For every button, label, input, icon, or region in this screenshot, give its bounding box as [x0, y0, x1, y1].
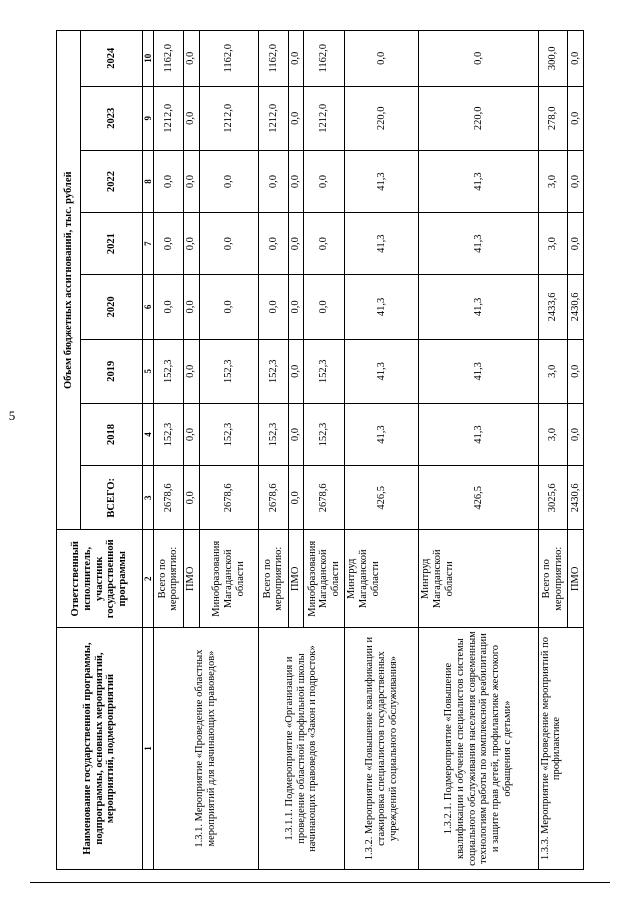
measure-name: 1.3.1.1. Подмероприятие «Организация и проведение областной профильной школы начинающих правоведов «Закон и подросток»	[259, 628, 345, 870]
value-cell: 220,0	[345, 86, 419, 150]
executor-cell: Всего по мероприятию:	[538, 530, 568, 628]
executor-cell: ПМО	[183, 530, 199, 628]
table-row	[259, 31, 289, 870]
page-number: 5	[8, 408, 16, 423]
budget-table	[56, 30, 584, 870]
value-cell: 0,0	[183, 403, 199, 465]
measure-name: 1.3.2. Мероприятие «Повышение квалификации и стажировка специалистов государственных учреждений социального обслуживания»	[345, 628, 419, 870]
header-year: 2024	[81, 31, 143, 87]
value-cell: 0,0	[288, 150, 304, 212]
value-cell: 300,0	[538, 31, 568, 87]
value-cell: 3,0	[538, 213, 568, 275]
value-cell: 2678,6	[259, 466, 289, 530]
value-cell: 152,3	[259, 403, 289, 465]
value-cell: 0,0	[183, 213, 199, 275]
value-cell: 0,0	[568, 86, 584, 150]
header-name: Наименование государственной программы, подпрограммы, основных мероприятий, мероприятий, подмероприятий	[57, 628, 143, 870]
executor-cell: ПМО	[568, 530, 584, 628]
value-cell: 1212,0	[199, 86, 259, 150]
value-cell: 41,3	[419, 339, 538, 403]
value-cell: 0,0	[568, 31, 584, 87]
value-cell: 3,0	[538, 339, 568, 403]
value-cell: 41,3	[419, 403, 538, 465]
value-cell: 0,0	[183, 31, 199, 87]
value-cell: 152,3	[259, 339, 289, 403]
value-cell: 1162,0	[154, 31, 184, 87]
value-cell: 0,0	[199, 275, 259, 339]
value-cell: 0,0	[183, 150, 199, 212]
column-number: 7	[143, 213, 154, 275]
value-cell: 0,0	[288, 31, 304, 87]
value-cell: 41,3	[419, 213, 538, 275]
measure-name: 1.3.1. Мероприятие «Проведение областных мероприятий для начинающих правоведов»	[154, 628, 259, 870]
value-cell: 3,0	[538, 150, 568, 212]
column-number: 4	[143, 403, 154, 465]
value-cell: 152,3	[154, 403, 184, 465]
value-cell: 426,5	[345, 466, 419, 530]
value-cell: 152,3	[199, 403, 259, 465]
value-cell: 2430,6	[568, 466, 584, 530]
header-year: 2018	[81, 403, 143, 465]
value-cell: 41,3	[419, 150, 538, 212]
executor-cell: Минобразования Магаданской области	[199, 530, 259, 628]
value-cell: 0,0	[568, 339, 584, 403]
value-cell: 0,0	[568, 150, 584, 212]
value-cell: 0,0	[154, 150, 184, 212]
value-cell: 3025,6	[538, 466, 568, 530]
value-cell: 41,3	[345, 339, 419, 403]
value-cell: 0,0	[288, 275, 304, 339]
value-cell: 0,0	[288, 339, 304, 403]
value-cell: 1212,0	[304, 86, 345, 150]
header-year: 2019	[81, 339, 143, 403]
value-cell: 1162,0	[199, 31, 259, 87]
value-cell: 0,0	[199, 213, 259, 275]
value-cell: 41,3	[345, 275, 419, 339]
header-volume: Объем бюджетных ассигнований, тыс. рублей	[57, 31, 81, 530]
column-number: 10	[143, 31, 154, 87]
value-cell: 1212,0	[154, 86, 184, 150]
value-cell: 152,3	[304, 403, 345, 465]
value-cell: 426,5	[419, 466, 538, 530]
value-cell: 41,3	[345, 213, 419, 275]
value-cell: 0,0	[288, 403, 304, 465]
value-cell: 41,3	[345, 150, 419, 212]
column-number: 6	[143, 275, 154, 339]
column-number: 1	[143, 628, 154, 870]
value-cell: 0,0	[259, 275, 289, 339]
value-cell: 0,0	[183, 466, 199, 530]
value-cell: 0,0	[199, 150, 259, 212]
column-number: 8	[143, 150, 154, 212]
value-cell: 0,0	[304, 213, 345, 275]
column-number: 2	[143, 530, 154, 628]
value-cell: 0,0	[304, 275, 345, 339]
header-year: 2021	[81, 213, 143, 275]
value-cell: 0,0	[259, 213, 289, 275]
executor-cell: Минобразования Магаданской области	[304, 530, 345, 628]
executor-cell: Всего по мероприятию:	[259, 530, 289, 628]
value-cell: 0,0	[154, 275, 184, 339]
value-cell: 0,0	[183, 275, 199, 339]
value-cell: 0,0	[568, 213, 584, 275]
value-cell: 2678,6	[199, 466, 259, 530]
value-cell: 152,3	[199, 339, 259, 403]
value-cell: 1212,0	[259, 86, 289, 150]
header-year: 2023	[81, 86, 143, 150]
rotated-table-container	[56, 30, 584, 870]
value-cell: 0,0	[288, 213, 304, 275]
table-body	[154, 31, 584, 870]
measure-name: 1.3.2.1. Подмероприятие «Повышение квалификации и обучение специалистов системы социального обслуживания населения современным технологиям работы по комплексной реабилитации и защите прав детей, профилактике жестокого обращения с детьми»	[419, 628, 538, 870]
footer-rule	[30, 882, 610, 883]
header-total: ВСЕГО:	[81, 466, 143, 530]
table-row	[419, 31, 538, 870]
value-cell: 0,0	[259, 150, 289, 212]
value-cell: 3,0	[538, 403, 568, 465]
value-cell: 2430,6	[568, 275, 584, 339]
column-number: 5	[143, 339, 154, 403]
header-year: 2020	[81, 275, 143, 339]
value-cell: 0,0	[568, 403, 584, 465]
value-cell: 41,3	[419, 275, 538, 339]
executor-cell: ПМО	[288, 530, 304, 628]
value-cell: 0,0	[304, 150, 345, 212]
value-cell: 2678,6	[304, 466, 345, 530]
table-row	[154, 31, 184, 870]
value-cell: 0,0	[419, 31, 538, 87]
value-cell: 41,3	[345, 403, 419, 465]
value-cell: 0,0	[183, 86, 199, 150]
value-cell: 220,0	[419, 86, 538, 150]
value-cell: 0,0	[288, 466, 304, 530]
column-number: 9	[143, 86, 154, 150]
executor-cell: Всего по мероприятию:	[154, 530, 184, 628]
value-cell: 1162,0	[304, 31, 345, 87]
value-cell: 152,3	[304, 339, 345, 403]
value-cell: 0,0	[154, 213, 184, 275]
table-row	[538, 31, 568, 870]
value-cell: 0,0	[183, 339, 199, 403]
value-cell: 152,3	[154, 339, 184, 403]
value-cell: 278,0	[538, 86, 568, 150]
value-cell: 1162,0	[259, 31, 289, 87]
measure-name: 1.3.3. Мероприятие «Проведение мероприятий по профилактике	[538, 628, 584, 870]
value-cell: 2433,6	[538, 275, 568, 339]
value-cell: 0,0	[345, 31, 419, 87]
value-cell: 2678,6	[154, 466, 184, 530]
executor-cell: Минтруд Магаданской области	[345, 530, 419, 628]
header-year: 2022	[81, 150, 143, 212]
header-executor: Ответственный исполнитель, участник государственной программы	[57, 530, 143, 628]
table-row	[345, 31, 419, 870]
column-number-row	[143, 31, 154, 870]
column-number: 3	[143, 466, 154, 530]
value-cell: 0,0	[288, 86, 304, 150]
executor-cell: Минтруд Магаданской области	[419, 530, 538, 628]
